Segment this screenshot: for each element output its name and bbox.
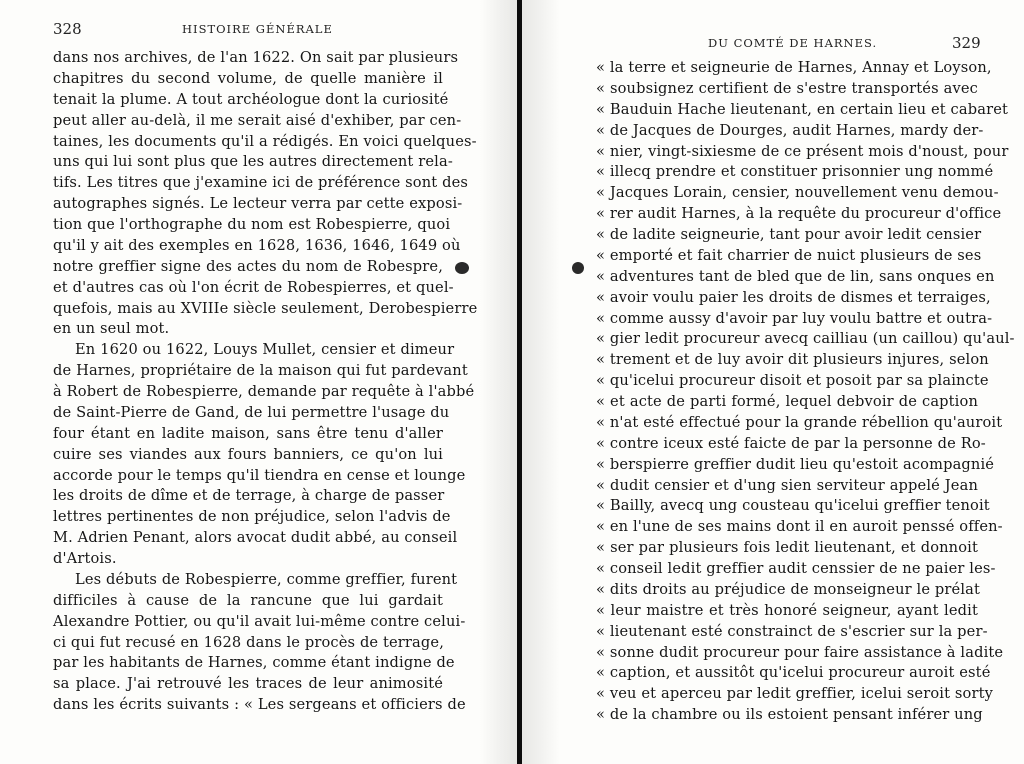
text-line: « soubsignez certifient de s'estre transportés avec (596, 79, 978, 97)
text-line: en un seul mot. (53, 320, 170, 338)
text-line: « berspierre greffier dudit lieu qu'estoit acompagnié (596, 455, 995, 473)
text-line: « nier, vingt-sixiesme de ce présent mois d'noust, pour (596, 142, 1009, 160)
text-line: « Bailly, avecq ung cousteau qu'icelui greffier tenoit (596, 497, 990, 515)
text-line: four étant en ladite maison, sans être tenu d'aller (53, 424, 443, 442)
text-line: à Robert de Robespierre, demande par requête à l'abbé (53, 383, 475, 400)
text-line: « n'at esté effectué pour la grande rébellion qu'auroit (596, 413, 1003, 431)
text-line: « lieutenant esté constrainct de s'escrier sur la per- (596, 622, 988, 640)
left-page-number: 328 (53, 20, 82, 38)
text-line: « de Jacques de Dourges, audit Harnes, mardy der- (596, 121, 984, 139)
text-line: et d'autres cas où l'on écrit de Robespierres, et quel- (53, 278, 454, 296)
text-line: « illecq prendre et constituer prisonnier ung nommé (596, 163, 994, 181)
text-line: taines, les documents qu'il a rédigés. En voici quelques- (53, 132, 477, 150)
text-line: « emporté et fait charrier de nuict plusieurs de ses (596, 246, 982, 264)
text-line: « la terre et seigneurie de Harnes, Annay et Loyson, (596, 59, 992, 76)
right-running-head: DU COMTÉ DE HARNES. (708, 36, 878, 50)
text-line: cuire ses viandes aux fours banniers, ce qu'on lui (53, 445, 443, 463)
text-line: « veu et aperceu par ledit greffier, icelui seroit sorty (596, 685, 993, 703)
text-line: « dudit censier et d'ung sien serviteur appelé Jean (596, 476, 978, 494)
text-line: de Harnes, propriétaire de la maison qui fut pardevant (53, 362, 468, 380)
text-line: En 1620 ou 1622, Louys Mullet, censier et dimeur (75, 341, 455, 359)
text-line: M. Adrien Penant, alors avocat dudit abbé, au conseil (53, 529, 458, 547)
text-line: « adventures tant de bled que de lin, sans onques en (596, 267, 995, 285)
text-line: dans les écrits suivants : « Les sergeans et officiers de (53, 696, 466, 714)
text-line: « et acte de parti formé, lequel debvoir de caption (596, 393, 978, 410)
text-line: quefois, mais au XVIIIe siècle seulement, Derobespierre (53, 299, 478, 317)
right-page-text (596, 58, 1015, 726)
text-line: de Saint-Pierre de Gand, de lui permettre l'usage du (53, 403, 450, 421)
text-line: difficiles à cause de la rancune que lui gardait (53, 591, 443, 609)
text-line: autographes signés. Le lecteur verra par cette exposi- (53, 195, 463, 213)
text-line: peut aller au-delà, il me serait aisé d'exhiber, par cen- (53, 111, 462, 129)
text-line: « contre iceux esté faicte de par la personne de Ro- (596, 434, 986, 452)
text-line: « caption, et aussitôt qu'icelui procureur auroit esté (596, 664, 991, 682)
text-line: sa place. J'ai retrouvé les traces de leur animosité (53, 675, 443, 693)
text-line: « trement et de luy avoir dit plusieurs injures, selon (596, 351, 989, 369)
text-line: ci qui fut recusé en 1628 dans le procès de terrage, (53, 633, 444, 651)
text-line: tifs. Les titres que j'examine ici de préférence sont des (53, 174, 469, 192)
text-line: « Jacques Lorain, censier, nouvellement venu demou- (596, 184, 999, 202)
text-line: « en l'une de ses mains dont il en auroit penssé offen- (596, 518, 1003, 536)
text-line: Les débuts de Robespierre, comme greffier, furent (75, 570, 458, 588)
ink-blot (455, 262, 469, 274)
text-line: dans nos archives, de l'an 1622. On sait par plusieurs (53, 49, 459, 66)
right-page-number: 329 (952, 34, 981, 52)
text-line: « de ladite seigneurie, tant pour avoir ledit censier (596, 226, 982, 243)
text-line: uns qui lui sont plus que les autres directement rela- (53, 153, 453, 171)
text-line: notre greffier signe des actes du nom de Robespre, (53, 257, 443, 275)
text-line: lettres pertinentes de non préjudice, selon l'advis de (53, 508, 451, 526)
text-line: « de la chambre ou ils estoient pensant inférer ung (596, 706, 983, 724)
text-line: « leur maistre et très honoré seigneur, ayant ledit (596, 601, 978, 619)
left-running-head: HISTOIRE GÉNÉRALE (182, 22, 333, 36)
text-line: « sonne dudit procureur pour faire assistance à ladite (596, 643, 1004, 661)
left-page-text (53, 48, 478, 716)
text-line: « ser par plusieurs fois ledit lieutenant, et donnoit (596, 539, 978, 557)
text-line: « rer audit Harnes, à la requête du procureur d'office (596, 205, 1002, 223)
text-line: d'Artois. (53, 550, 117, 567)
text-line: « Bauduin Hache lieutenant, en certain lieu et cabaret (596, 100, 1009, 118)
text-line: les droits de dîme et de terrage, à charge de passer (53, 487, 445, 505)
text-line: accorde pour le temps qu'il tiendra en cense et lounge (53, 466, 466, 484)
text-line: « gier ledit procureur avecq cailliau (un caillou) qu'aul- (596, 330, 1015, 348)
text-line: « qu'icelui procureur disoit et posoit par sa plaincte (596, 372, 989, 390)
text-line: « conseil ledit greffier audit censsier de ne paier les- (596, 560, 996, 577)
text-line: tenait la plume. A tout archéologue dont la curiosité (53, 90, 449, 108)
text-line: « comme aussy d'avoir par luy voulu battre et outra- (596, 309, 993, 327)
text-line: chapitres du second volume, de quelle manière il (53, 69, 443, 87)
text-line: « dits droits au préjudice de monseigneur le prélat (596, 580, 981, 598)
text-line: Alexandre Pottier, ou qu'il avait lui-même contre celui- (53, 612, 466, 630)
text-line: tion que l'orthographe du nom est Robespierre, quoi (53, 216, 451, 233)
text-line: qu'il y ait des exemples en 1628, 1636, 1646, 1649 où (53, 236, 461, 254)
text-line: « avoir voulu paier les droits de dismes et terraiges, (596, 288, 991, 306)
text-line: par les habitants de Harnes, comme étant indigne de (53, 654, 455, 672)
book-spine (517, 0, 522, 764)
